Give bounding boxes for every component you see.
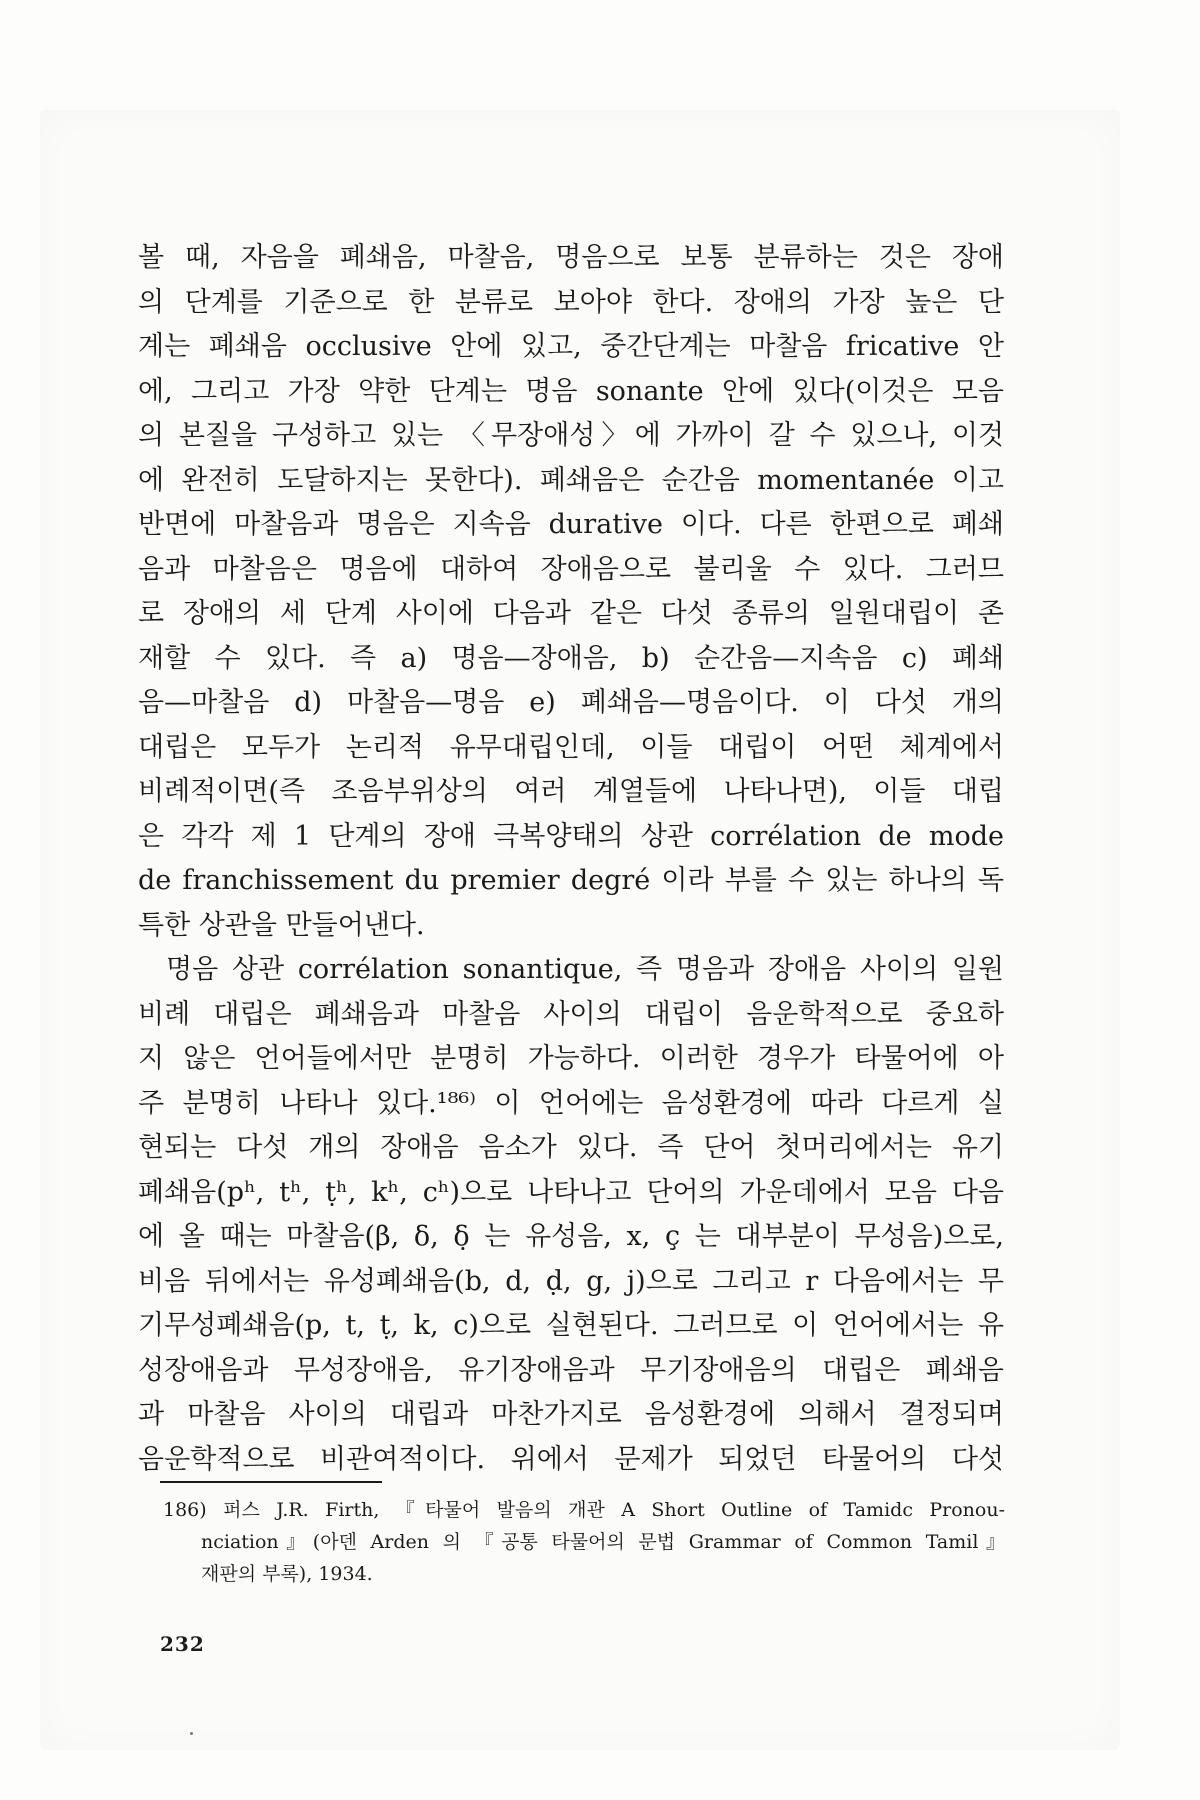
text-line: 성장애음과 무성장애음, 유기장애음과 무기장애음의 대립은 폐쇄음 (138, 1354, 1004, 1386)
text-line: 로 장애의 세 단계 사이에 다음과 같은 다섯 종류의 일원대립이 존 (138, 598, 1004, 629)
footnote-186 (163, 1494, 1005, 1590)
text-line: 음과 마찰음은 명음에 대하여 장애음으로 불리울 수 있다. 그러므 (138, 553, 1004, 585)
text-line: 의 본질을 구성하고 있는 〈무장애성〉에 가까이 갈 수 있으나, 이것 (138, 420, 1004, 451)
text-line: 반면에 마찰음과 명음은 지속음 durative 이다. 다른 한편으로 폐쇄 (138, 509, 1004, 540)
text-line: 주 분명히 나타나 있다.¹⁸⁶⁾ 이 언어에는 음성환경에 따라 다르게 실 (138, 1087, 1004, 1119)
text-line: 에, 그리고 가장 약한 단계는 명음 sonante 안에 있다(이것은 모음 (138, 375, 1004, 407)
text-line: 에 올 때는 마찰음(β, δ, δ̣ 는 유성음, x, ç 는 대부분이 무성음)으로, (138, 1221, 1004, 1252)
text-line: 기무성폐쇄음(p, t, ṭ, k, c)으로 실현된다. 그러므로 이 언어에서는 유 (138, 1310, 1004, 1341)
text-line: 비례적이면(즉 조음부위상의 여러 계열들에 나타나면), 이들 대립 (138, 776, 1004, 807)
text-line: 계는 폐쇄음 occlusive 안에 있고, 중간단계는 마찰음 fricative 안 (138, 331, 1004, 362)
text-line: 현되는 다섯 개의 장애음 음소가 있다. 즉 단어 첫머리에서는 유기 (138, 1132, 1004, 1163)
text-line: 대립은 모두가 논리적 유무대립인데, 이들 대립이 어떤 체계에서 (138, 731, 1004, 763)
text-line: 음—마찰음 d) 마찰음—명음 e) 폐쇄음—명음이다. 이 다섯 개의 (138, 687, 1004, 718)
footnote-line: 재판의 부록), 1934. (201, 1563, 373, 1585)
text-line: 비음 뒤에서는 유성폐쇄음(b, d, ḍ, g, j)으로 그리고 r 다음에서는 무 (138, 1265, 1004, 1297)
text-line: 명음 상관 corrélation sonantique, 즉 명음과 장애음 사이의 일원 (166, 954, 1004, 985)
page-number: 232 (160, 1632, 205, 1656)
body-text (138, 236, 1004, 1482)
text-line: 특한 상관을 만들어낸다. (138, 909, 425, 941)
text-line: 재할 수 있다. 즉 a) 명음—장애음, b) 순간음—지속음 c) 폐쇄 (138, 642, 1004, 674)
text-line: 음운학적으로 비관여적이다. 위에서 문제가 되었던 타물어의 다섯 (138, 1443, 1004, 1475)
text-line: 지 않은 언어들에서만 분명히 가능하다. 이러한 경우가 타물어에 아 (138, 1043, 1004, 1074)
text-line: 비례 대립은 폐쇄음과 마찰음 사이의 대립이 음운학적으로 중요하 (138, 998, 1004, 1030)
text-line: 의 단계를 기준으로 한 분류로 보아야 한다. 장애의 가장 높은 단 (138, 286, 1004, 318)
scan-speck (190, 1732, 193, 1735)
text-line: de franchissement du premier degré 이라 부를 수 있는 하나의 독 (138, 865, 1004, 896)
text-line: 은 각각 제 1 단계의 장애 극복양태의 상관 corrélation de mode (138, 820, 1004, 852)
text-line: 과 마찰음 사이의 대립과 마찬가지로 음성환경에 의해서 결정되며 (138, 1399, 1004, 1430)
footnote-line: nciation』(아덴 Arden 의 『공통 타물어의 문법 Grammar of Common Tamil』 (201, 1531, 1005, 1553)
footnote-divider (160, 1481, 382, 1483)
text-line: 볼 때, 자음을 폐쇄음, 마찰음, 명음으로 보통 분류하는 것은 장애 (138, 242, 1004, 273)
footnote-line: 186) 퍼스 J.R. Firth, 『타물어 발음의 개관 A Short Outline of Tamidc Pronou- (163, 1499, 1005, 1521)
text-line: 에 완전히 도달하지는 못한다). 폐쇄음은 순간음 momentanée 이고 (138, 464, 1004, 496)
text-line: 폐쇄음(pʰ, tʰ, ṭʰ, kʰ, cʰ)으로 나타나고 단어의 가운데에서 모음 다음 (138, 1176, 1004, 1208)
